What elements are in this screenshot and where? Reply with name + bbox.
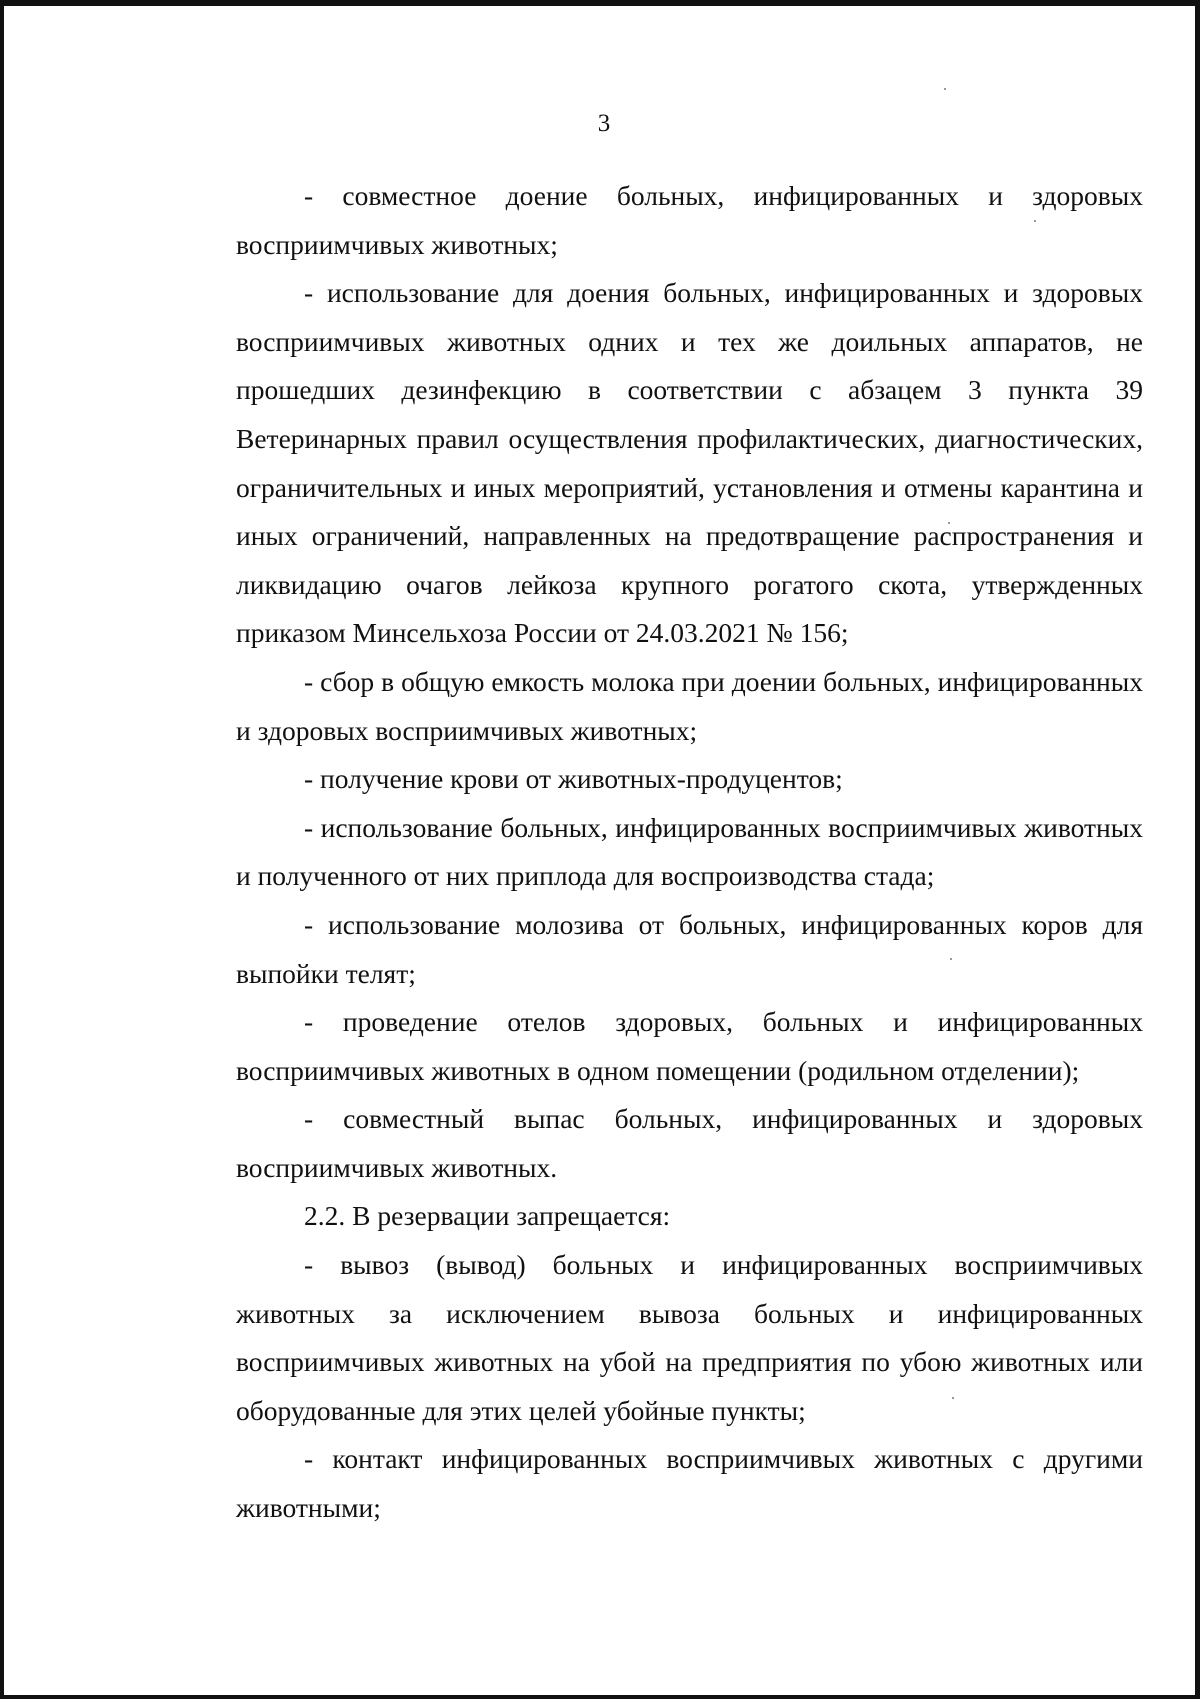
- page-number: 3: [597, 110, 611, 137]
- paragraph: - получение крови от животных-продуцентов;: [304, 763, 843, 795]
- paragraph: - использование для доения больных, инфицированных и здоровых восприимчивых животных одних и тех же доильных аппаратов, не прошедших дезинфекцию в соответствии с абзацем 3 пункта 39 Ветеринарных правил осуществления профилактических, диагностических, ограничительных и иных мероприятий, установления и отмены карантина и иных ограничений, направленных на предотвращение распространения и ликвидацию очагов лейкоза крупного рогатого скота, утвержденных приказом Минсельхоза России от 24.03.2021 № 156;: [236, 277, 1143, 649]
- section-heading: 2.2. В резервации запрещается:: [304, 1200, 671, 1232]
- paragraph: - использование молозива от больных, инфицированных коров для выпойки телят;: [236, 908, 1143, 989]
- paragraph: - совместный выпас больных, инфицированных и здоровых восприимчивых животных.: [236, 1103, 1143, 1183]
- paragraph: - использование больных, инфицированных восприимчивых животных и полученного от них приплода для воспроизводства стада;: [236, 811, 1143, 892]
- paragraph: - вывоз (вывод) больных и инфицированных восприимчивых животных за исключением вывоза больных и инфицированных восприимчивых животных на убой на предприятия по убою животных или оборудованные для этих целей убойные пункты;: [236, 1249, 1143, 1426]
- paragraph: - сбор в общую емкость молока при доении больных, инфицированных и здоровых восприимчивых животных;: [236, 665, 1143, 746]
- scan-speck: [944, 88, 946, 90]
- paragraph: - контакт инфицированных восприимчивых животных с другими животными;: [236, 1443, 1143, 1524]
- paragraph: - проведение отелов здоровых, больных и инфицированных восприимчивых животных в одном помещении (родильном отделении);: [236, 1006, 1143, 1086]
- document-body: [236, 172, 1143, 1533]
- paragraph: - совместное доение больных, инфицированных и здоровых восприимчивых животных;: [236, 180, 1143, 260]
